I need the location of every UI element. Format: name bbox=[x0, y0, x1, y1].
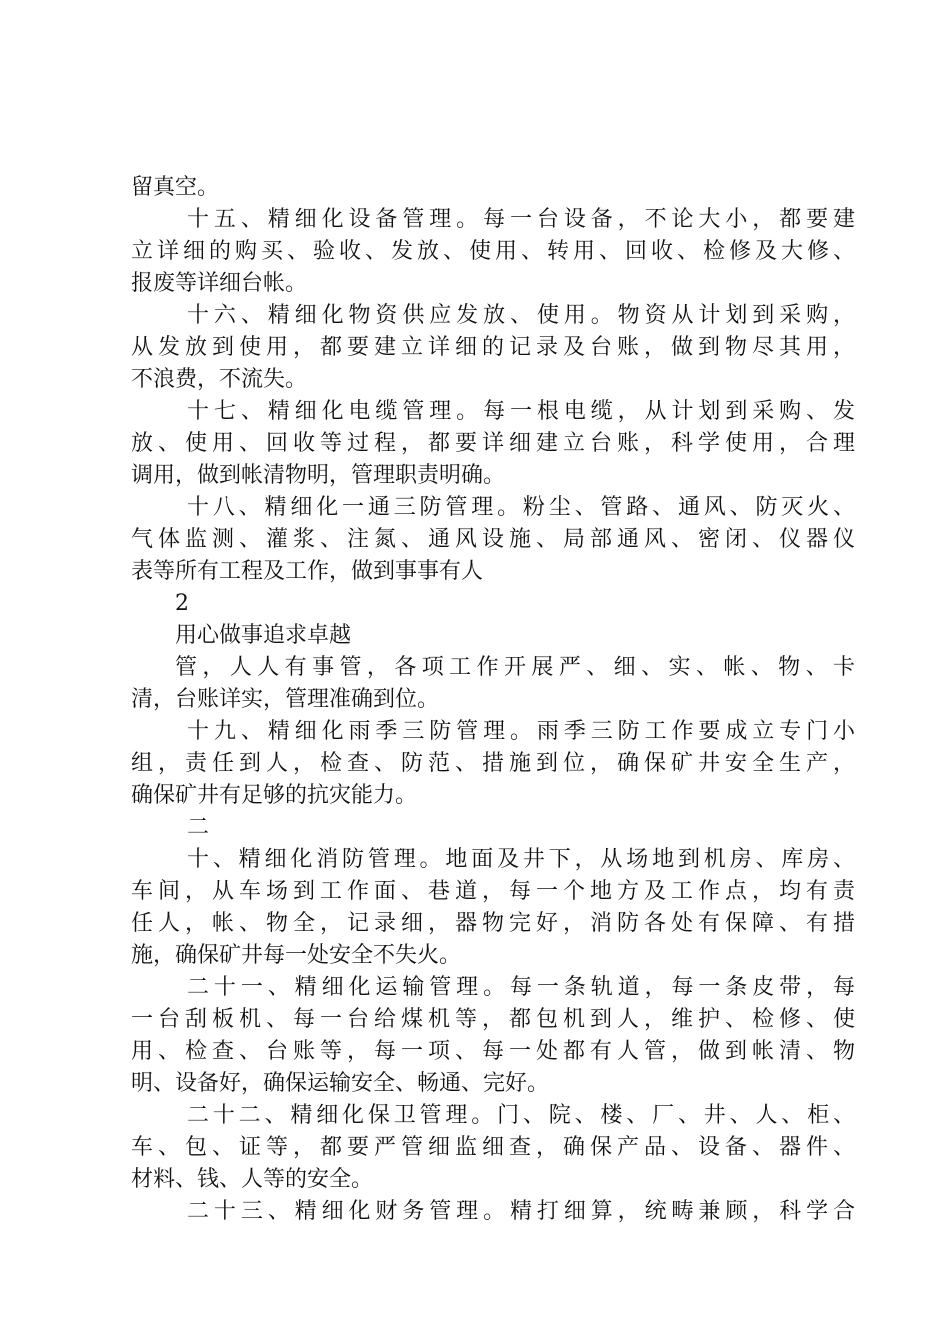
text-line: 任人，帐、物全，记录细，器物完好，消防各处有保障、有措 bbox=[131, 911, 855, 936]
text-line: 一台刮板机、每一台给煤机等，都包机到人，维护、检修、使 bbox=[131, 1007, 855, 1032]
paragraph-start: 十九、精细化雨季三防管理。雨季三防工作要成立专门小 bbox=[187, 719, 855, 744]
text-line: 明、设备好，确保运输安全、畅通、完好。 bbox=[131, 1071, 550, 1096]
text-line: 放、使用、回收等过程，都要详细建立台账，科学使用，合理 bbox=[131, 431, 855, 456]
text-line: 报废等详细台帐。 bbox=[131, 271, 308, 296]
text-line: 用、检查、台账等，每一项、每一处都有人管，做到帐清、物 bbox=[131, 1039, 855, 1064]
paragraph-start: 二十二、精细化保卫管理。门、院、楼、厂、井、人、柜、 bbox=[187, 1103, 855, 1128]
text-line: 二 bbox=[187, 815, 210, 840]
text-line: 组，责任到人，检查、防范、措施到位，确保矿井安全生产， bbox=[131, 751, 855, 776]
paragraph-start: 十八、精细化一通三防管理。粉尘、管路、通风、防灭火、 bbox=[187, 495, 855, 520]
text-line: 车间，从车场到工作面、巷道，每一个地方及工作点，均有责 bbox=[131, 879, 855, 904]
paragraph-start: 十六、精细化物资供应发放、使用。物资从计划到采购， bbox=[187, 303, 855, 328]
text-line: 留真空。 bbox=[131, 175, 220, 200]
text-line: 气体监测、灌浆、注氮、通风设施、局部通风、密闭、仪器仪 bbox=[131, 527, 855, 552]
page-number: 2 bbox=[175, 591, 189, 616]
text-line: 立详细的购买、验收、发放、使用、转用、回收、检修及大修、 bbox=[131, 239, 855, 264]
document-body bbox=[131, 172, 855, 1228]
paragraph-start: 十五、精细化设备管理。每一台设备，不论大小，都要建 bbox=[187, 207, 855, 232]
text-line: 不浪费，不流失。 bbox=[131, 367, 308, 392]
paragraph-start: 十、精细化消防管理。地面及井下，从场地到机房、库房、 bbox=[187, 847, 855, 872]
text-line: 管，人人有事管，各项工作开展严、细、实、帐、物、卡 bbox=[175, 655, 855, 680]
paragraph-start: 二十一、精细化运输管理。每一条轨道，每一条皮带，每 bbox=[187, 975, 855, 1000]
text-line: 施，确保矿井每一处安全不失火。 bbox=[131, 943, 462, 968]
text-line: 清，台账详实，管理准确到位。 bbox=[131, 687, 440, 712]
paragraph-start: 十七、精细化电缆管理。每一根电缆，从计划到采购、发 bbox=[187, 399, 855, 424]
text-line: 从发放到使用，都要建立详细的记录及台账，做到物尽其用， bbox=[131, 335, 855, 360]
text-line: 调用，做到帐清物明，管理职责明确。 bbox=[131, 463, 506, 488]
text-line: 表等所有工程及工作，做到事事有人 bbox=[131, 559, 484, 584]
page-header: 用心做事追求卓越 bbox=[175, 623, 352, 648]
text-line: 材料、钱、人等的安全。 bbox=[131, 1167, 374, 1192]
text-line: 车、包、证等，都要严管细监细查，确保产品、设备、器件、 bbox=[131, 1135, 855, 1160]
text-line: 确保矿井有足够的抗灾能力。 bbox=[131, 783, 418, 808]
paragraph-start: 二十三、精细化财务管理。精打细算，统畴兼顾，科学合 bbox=[187, 1199, 855, 1224]
